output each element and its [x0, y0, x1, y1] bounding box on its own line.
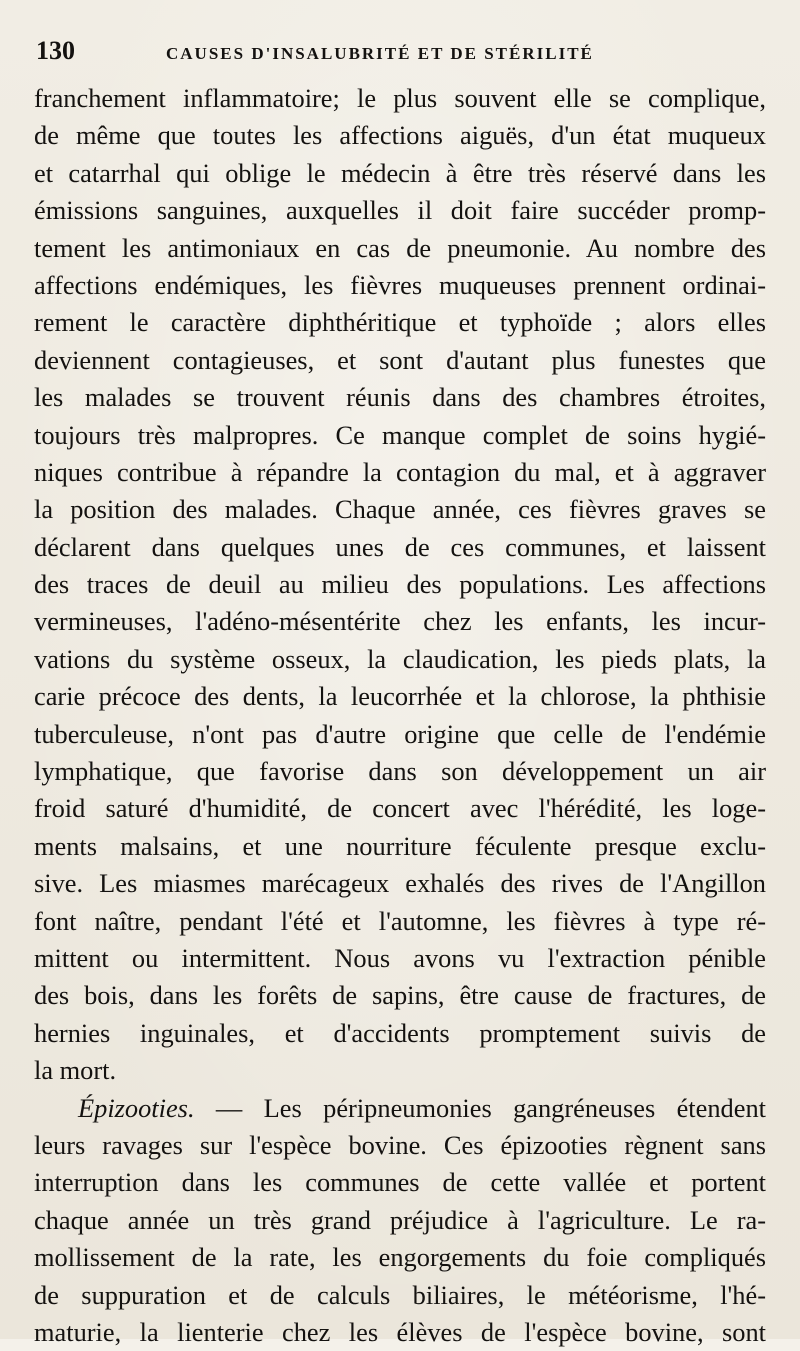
text-line: les malades se trouvent réunis dans des chambres étroites,	[34, 382, 766, 413]
text-line: et catarrhal qui oblige le médecin à être très réservé dans les	[34, 157, 766, 188]
text-line: la mort.	[34, 1055, 117, 1086]
text-line: déclarent dans quelques unes de ces communes, et laissent	[34, 531, 766, 562]
text-line	[34, 1090, 766, 1127]
text-line: tuberculeuse, n'ont pas d'autre origine que celle de l'endémie	[34, 718, 766, 749]
text-line: de suppuration et de calculs biliaires, le météorisme, l'hé-	[34, 1279, 766, 1310]
text-line: mollissement de la rate, les engorgements du foie compliqués	[34, 1242, 766, 1273]
text-line: des traces de deuil au milieu des populations. Les affections	[34, 569, 766, 600]
text-line: hernies inguinales, et d'accidents promptement suivis de	[34, 1017, 766, 1048]
page-header	[36, 36, 760, 76]
text-line: froid saturé d'humidité, de concert avec l'hérédité, les loge-	[34, 793, 766, 824]
text-line: vermineuses, l'adéno-mésentérite chez les enfants, les incur-	[34, 606, 766, 637]
text-line: chaque année un très grand préjudice à l'agriculture. Le ra-	[34, 1204, 766, 1235]
page-number: 130	[36, 36, 75, 65]
text-line: font naître, pendant l'été et l'automne, les fièvres à type ré-	[34, 905, 766, 936]
text-line: interruption dans les communes de cette vallée et portent	[34, 1167, 766, 1198]
text-line: affections endémiques, les fièvres muqueuses prennent ordinai-	[34, 269, 766, 300]
text-line: la position des malades. Chaque année, ces fièvres graves se	[34, 494, 766, 525]
text-line: tement les antimoniaux en cas de pneumonie. Au nombre des	[34, 232, 766, 263]
text-line: vations du système osseux, la claudication, les pieds plats, la	[34, 643, 766, 674]
text-line: lymphatique, que favorise dans son développement un air	[34, 756, 766, 787]
section-heading-epizooties: Épizooties.	[78, 1092, 195, 1123]
text-line: rement le caractère diphthéritique et typhoïde ; alors elles	[34, 307, 766, 338]
text-line: sive. Les miasmes marécageux exhalés des rives de l'Angillon	[34, 868, 766, 899]
text-run: — Les péripneumonies gangréneuses étendent	[194, 1092, 766, 1123]
text-line: niques contribue à répandre la contagion du mal, et à aggraver	[34, 456, 766, 487]
paragraph-epizootics	[34, 1090, 766, 1351]
text-line: ments malsains, et une nourriture féculente presque exclu-	[34, 830, 766, 861]
text-line: des bois, dans les forêts de sapins, être cause de fractures, de	[34, 980, 766, 1011]
page-body	[34, 80, 766, 1351]
text-line: carie précoce des dents, la leucorrhée et la chlorose, la phthisie	[34, 681, 766, 712]
text-line: leurs ravages sur l'espèce bovine. Ces épizooties règnent sans	[34, 1129, 766, 1160]
running-title: CAUSES D'INSALUBRITÉ ET DE STÉRILITÉ	[166, 44, 594, 63]
text-line: mittent ou intermittent. Nous avons vu l'extraction pénible	[34, 942, 766, 973]
text-line: maturie, la lienterie chez les élèves de l'espèce bovine, sont	[34, 1316, 766, 1347]
paragraph-endemic-diseases	[34, 80, 766, 1090]
text-line: émissions sanguines, auxquelles il doit faire succéder promp-	[34, 195, 766, 226]
text-line: deviennent contagieuses, et sont d'autant plus funestes que	[34, 344, 766, 375]
text-line: franchement inflammatoire; le plus souvent elle se complique,	[34, 83, 766, 113]
text-line: de même que toutes les affections aiguës, d'un état muqueux	[34, 120, 766, 151]
text-line: toujours très malpropres. Ce manque complet de soins hygié-	[34, 419, 766, 450]
